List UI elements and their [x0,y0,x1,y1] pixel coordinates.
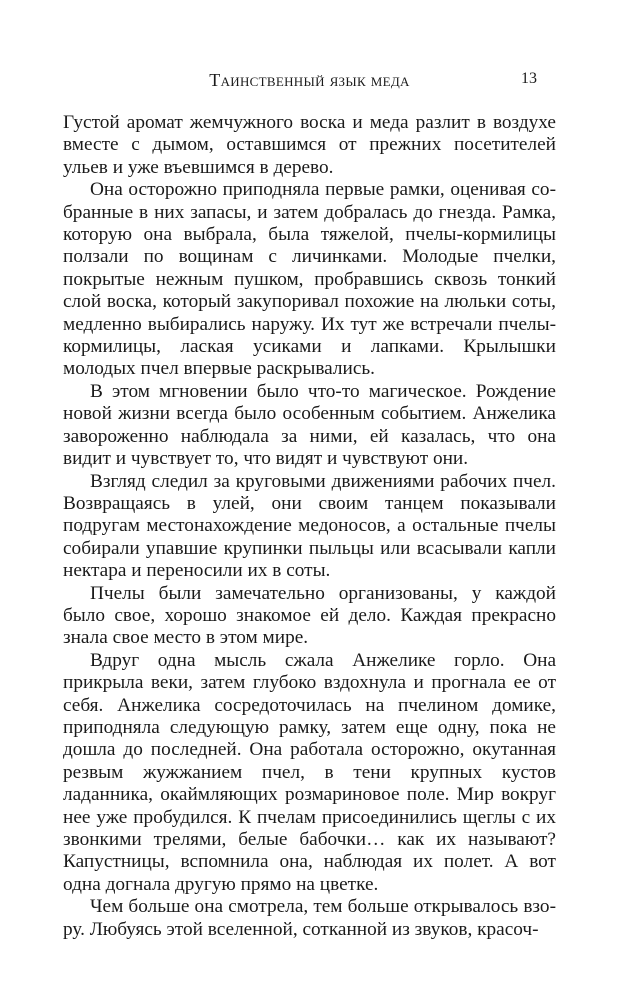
body-text [63,112,556,941]
page-number: 13 [521,70,537,87]
paragraph-7: Чем больше она смотрела, тем больше открывалось взору. Любуясь этой вселенной, сотканной из звуков, красоч- [63,896,556,940]
running-title: Таинственный язык меда [209,70,410,90]
paragraph-3: В этом мгновении было что-то магическое. Рождение новой жизни всегда было особенным событием. Анжелика завороженно наблюдала за ними, ей казалась, что она видит и чувствует то, что видят и чувствуют они. [63,380,556,470]
paragraph-2: Она осторожно приподняла первые рамки, оценивая собранные в них запасы, и затем добралась до гнезда. Рамка, которую она выбрала, была тяжелой, пчелы-кормилицы ползали по вощинам с личинками. Молодые пчелки, покрытые нежным пушком, пробравшись сквозь тонкий слой воска, который закупоривал похожие на люльки соты, медленно выбирались наружу. Их тут же встречали пчелы-кормилицы, лаская усиками и лапками. Крылышки молодых пчел впервые раскрывались. [63,179,556,380]
paragraph-5: Пчелы были замечательно организованы, у каждой было свое, хорошо знакомое ей дело. Каждая прекрасно знала свое место в этом мире. [63,582,556,649]
paragraph-4: Взгляд следил за круговыми движениями рабочих пчел. Возвращаясь в улей, они своим танцем показывали подругам местонахождение медоносов, а остальные пчелы собирали упавшие крупинки пыльцы или всасывали капли нектара и переносили их в соты. [63,470,556,582]
paragraph-6: Вдруг одна мысль сжала Анжелике горло. Она прикрыла веки, затем глубоко вздохнула и прогнала ее от себя. Анжелика сосредоточилась на пчелином домике, приподняла следующую рамку, затем еще одну, пока не дошла до последней. Она работала осторожно, окутанная резвым жужжанием пчел, в тени крупных кустов ладанника, окаймляющих розмариновое поле. Мир вокруг нее уже пробудился. К пчелам присоединились щеглы с их звонкими трелями, белые бабочки… как их называют? Капустницы, вспомнила она, наблюдая их полет. А вот одна догнала другую прямо на цветке. [63,649,556,895]
paragraph-1: Густой аромат жемчужного воска и меда разлит в воздухе вместе с дымом, оставшимся от прежних посетителей ульев и уже въевшимся в дерево. [63,112,556,178]
running-head [0,70,619,94]
